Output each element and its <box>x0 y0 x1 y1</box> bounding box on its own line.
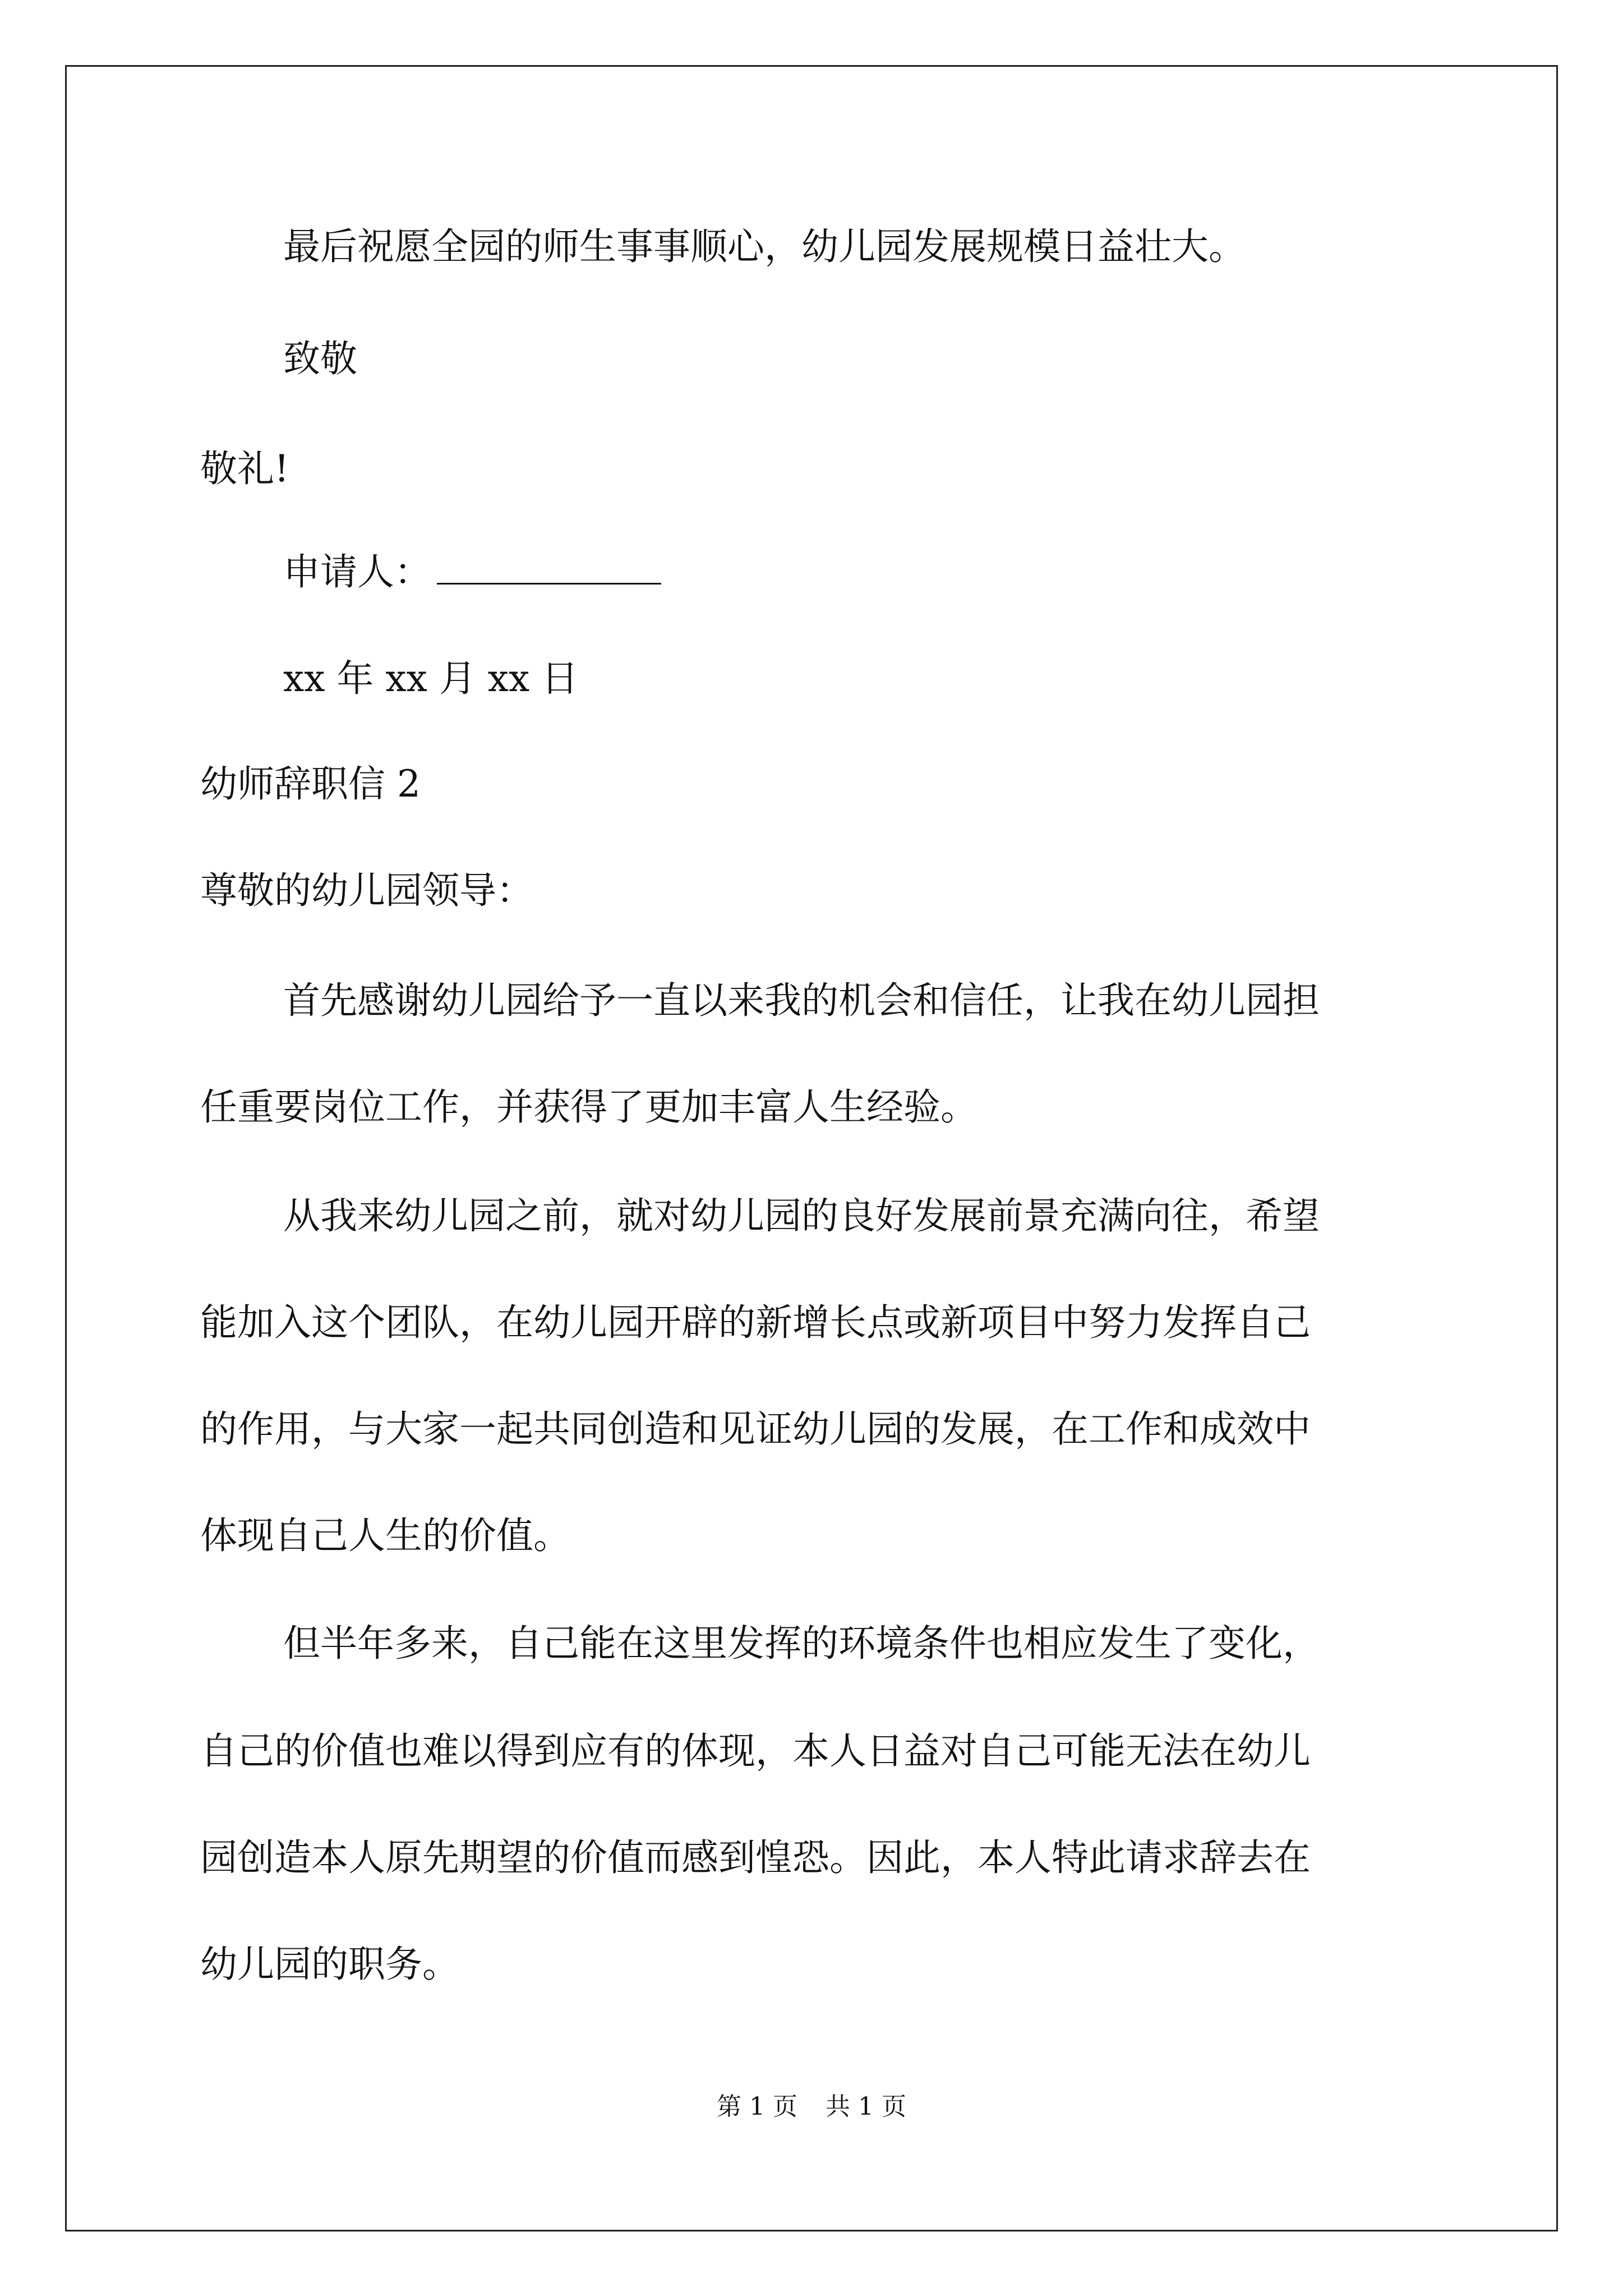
applicant-line <box>283 550 661 595</box>
date-line: xx 年 xx 月 xx 日 <box>283 657 579 700</box>
paragraph-2-line-1: 从我来幼儿园之前，就对幼儿园的良好发展前景充满向往，希望 <box>283 1194 1320 1237</box>
page-border <box>65 65 1558 2231</box>
paragraph-2-line-4: 体现自己人生的价值。 <box>200 1514 570 1557</box>
salutation-regards: 敬礼! <box>200 447 289 490</box>
paragraph-1-line-1: 首先感谢幼儿园给予一直以来我的机会和信任，让我在幼儿园担 <box>283 979 1320 1022</box>
applicant-label: 申请人： <box>283 550 431 593</box>
paragraph-2-line-3: 的作用，与大家一起共同创造和见证幼儿园的发展，在工作和成效中 <box>200 1407 1311 1451</box>
closing-wish: 最后祝愿全园的师生事事顺心，幼儿园发展规模日益壮大。 <box>283 225 1246 268</box>
paragraph-1-line-2: 任重要岗位工作，并获得了更加丰富人生经验。 <box>200 1085 978 1129</box>
paragraph-3-line-4: 幼儿园的职务。 <box>200 1943 459 1986</box>
page-number: 第 1 页 <box>717 2092 797 2121</box>
paragraph-3-line-3: 园创造本人原先期望的价值而感到惶恐。因此，本人特此请求辞去在 <box>200 1836 1311 1879</box>
signature-blank <box>437 550 661 585</box>
addressee: 尊敬的幼儿园领导： <box>200 869 533 912</box>
page-footer <box>0 2091 1623 2123</box>
page-count: 共 1 页 <box>826 2092 906 2121</box>
letter-title: 幼师辞职信 2 <box>200 762 421 806</box>
salutation-greeting: 致敬 <box>283 337 357 380</box>
paragraph-3-line-1: 但半年多来，自己能在这里发挥的环境条件也相应发生了变化， <box>283 1622 1320 1665</box>
paragraph-2-line-2: 能加入这个团队，在幼儿园开辟的新增长点或新项目中努力发挥自己 <box>200 1301 1311 1344</box>
paragraph-3-line-2: 自己的价值也难以得到应有的体现，本人日益对自己可能无法在幼儿 <box>200 1729 1311 1773</box>
